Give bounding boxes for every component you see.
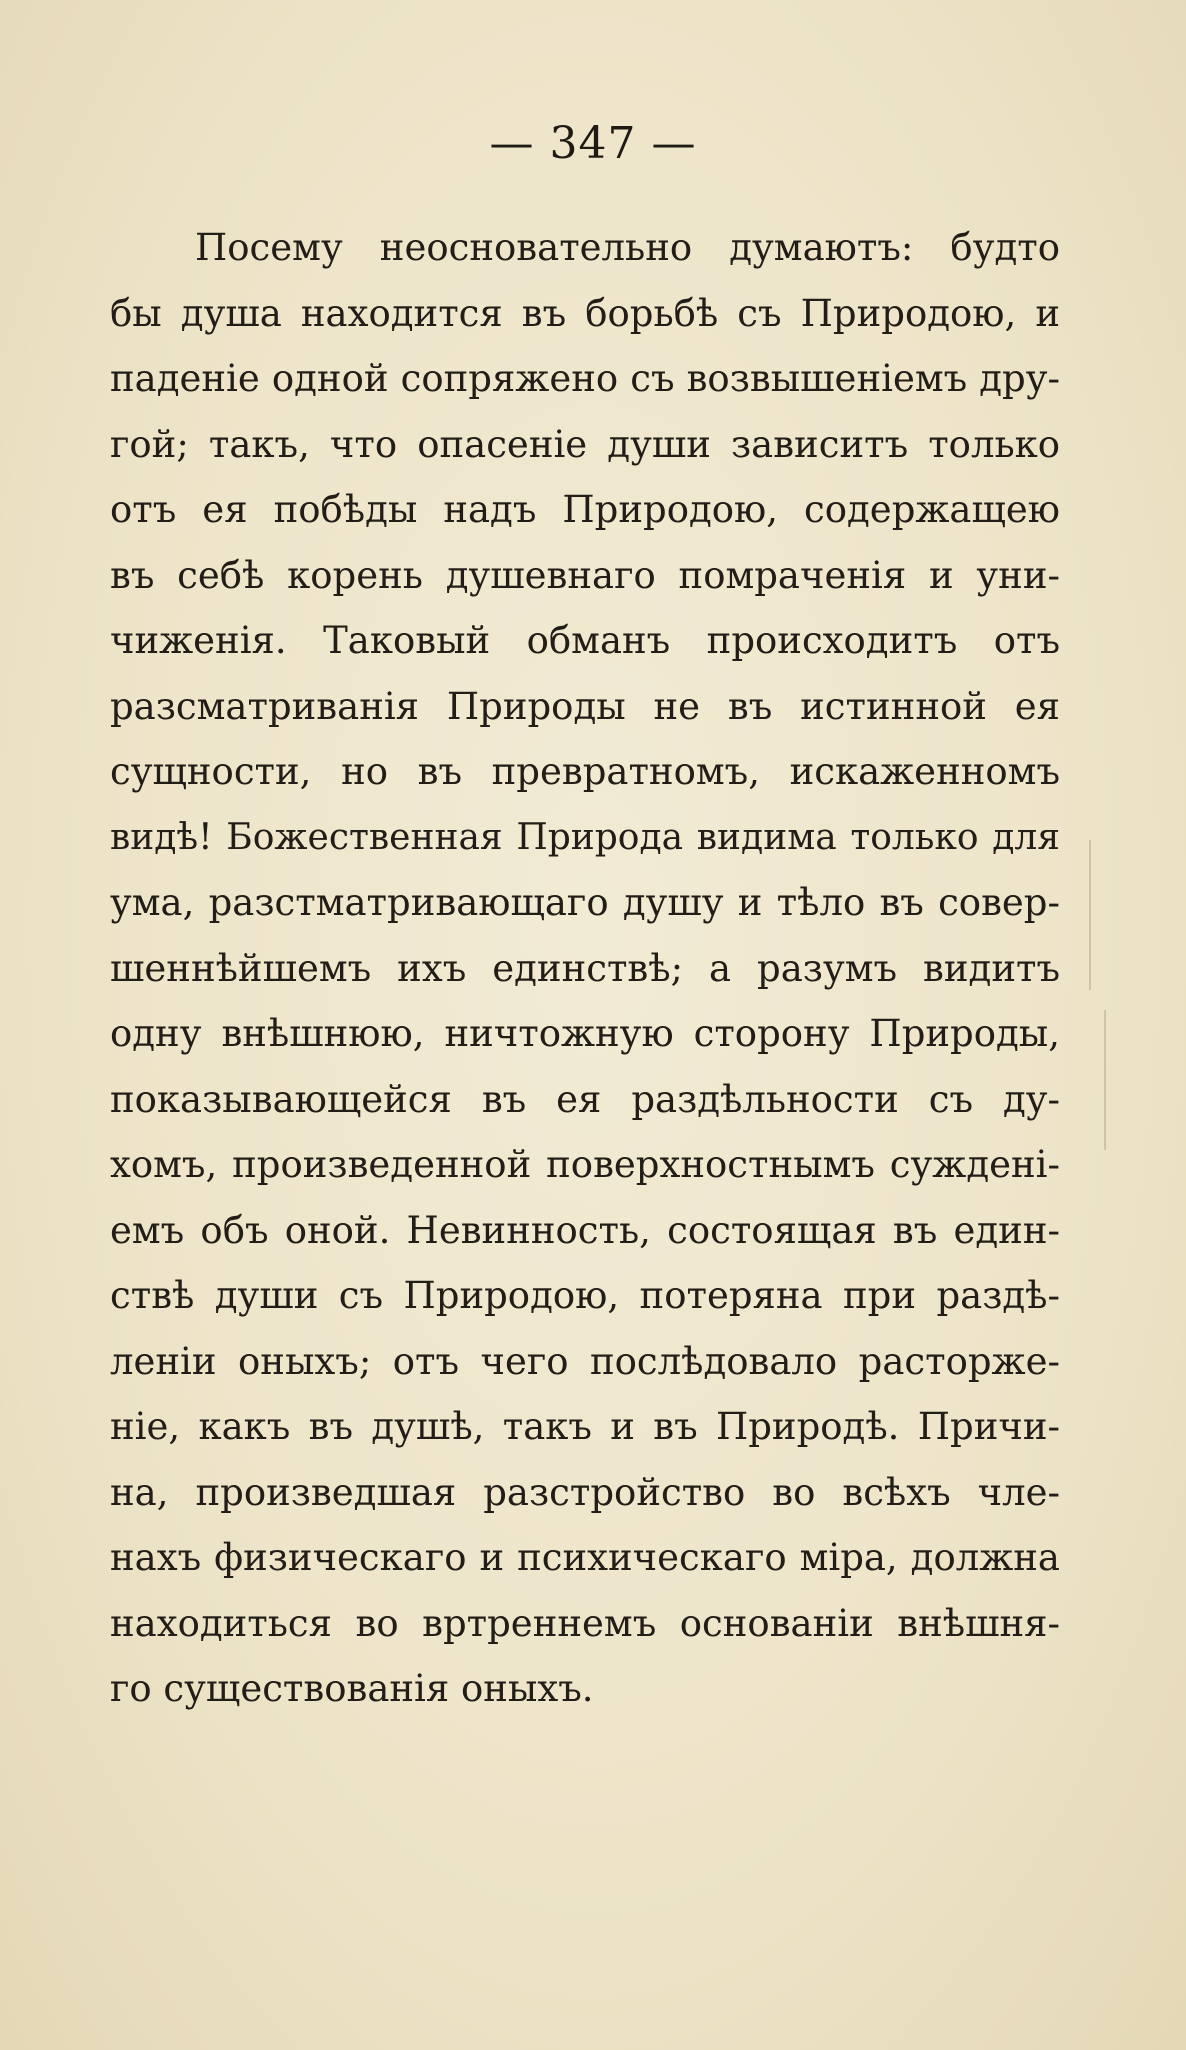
text-line: леніи оныхъ; отъ чего послѣдовало расторже-	[110, 1339, 1060, 1383]
margin-pencil-mark	[1104, 1010, 1106, 1150]
text-line: ніе, какъ въ душѣ, такъ и въ Природѣ. Причи-	[110, 1405, 1060, 1448]
margin-pencil-mark	[1089, 840, 1091, 990]
text-line: чиженія. Таковый обманъ происходитъ отъ	[110, 619, 1060, 662]
text-line: емъ объ оной. Невинность, состоящая въ един-	[110, 1208, 1060, 1252]
text-line: го существованія оныхъ.	[110, 1667, 594, 1710]
text-line: въ себѣ корень душевнаго помраченія и уни-	[110, 553, 1060, 597]
text-line: бы душа находится въ борьбѣ съ Природою, и	[110, 291, 1060, 335]
text-line: отъ ея побѣды надъ Природою, содержащею	[110, 488, 1060, 531]
text-line: ствѣ души съ Природою, потеряна при раздѣ-	[110, 1274, 1060, 1317]
text-line: паденіе одной сопряжено съ возвышеніемъ дру-	[110, 357, 1060, 400]
text-line: шеннѣйшемъ ихъ единствѣ; а разумъ видитъ	[110, 946, 1060, 990]
text-line: хомъ, произведенной поверхностнымъ сужденi-	[110, 1143, 1060, 1186]
page-number: — 347 —	[489, 118, 697, 169]
text-line: ума, разстматривающаго душу и тѣло въ совер-	[110, 881, 1060, 924]
text-line: показывающейся въ ея раздѣльности съ ду-	[110, 1077, 1060, 1121]
text-line: гой; такъ, что опасеніе души зависитъ только	[110, 422, 1060, 466]
text-line: нахъ физическаго и психическаго міра, должна	[110, 1536, 1060, 1579]
body-text	[110, 215, 1060, 1722]
text-line: Посему неосновательно думаютъ: будто	[195, 226, 1060, 269]
text-line: сущности, но въ превратномъ, искаженномъ	[110, 750, 1060, 793]
text-line: находиться во вртреннемъ основанiи внѣшня-	[110, 1601, 1060, 1645]
text-line: на, произведшая разстройство во всѣхъ чле-	[110, 1470, 1060, 1514]
text-line: одну внѣшнюю, ничтожную сторону Природы,	[110, 1012, 1060, 1055]
text-line: видѣ! Божественная Природа видима только для	[110, 816, 1060, 858]
text-line: разсматриванія Природы не въ истинной ея	[110, 684, 1060, 728]
